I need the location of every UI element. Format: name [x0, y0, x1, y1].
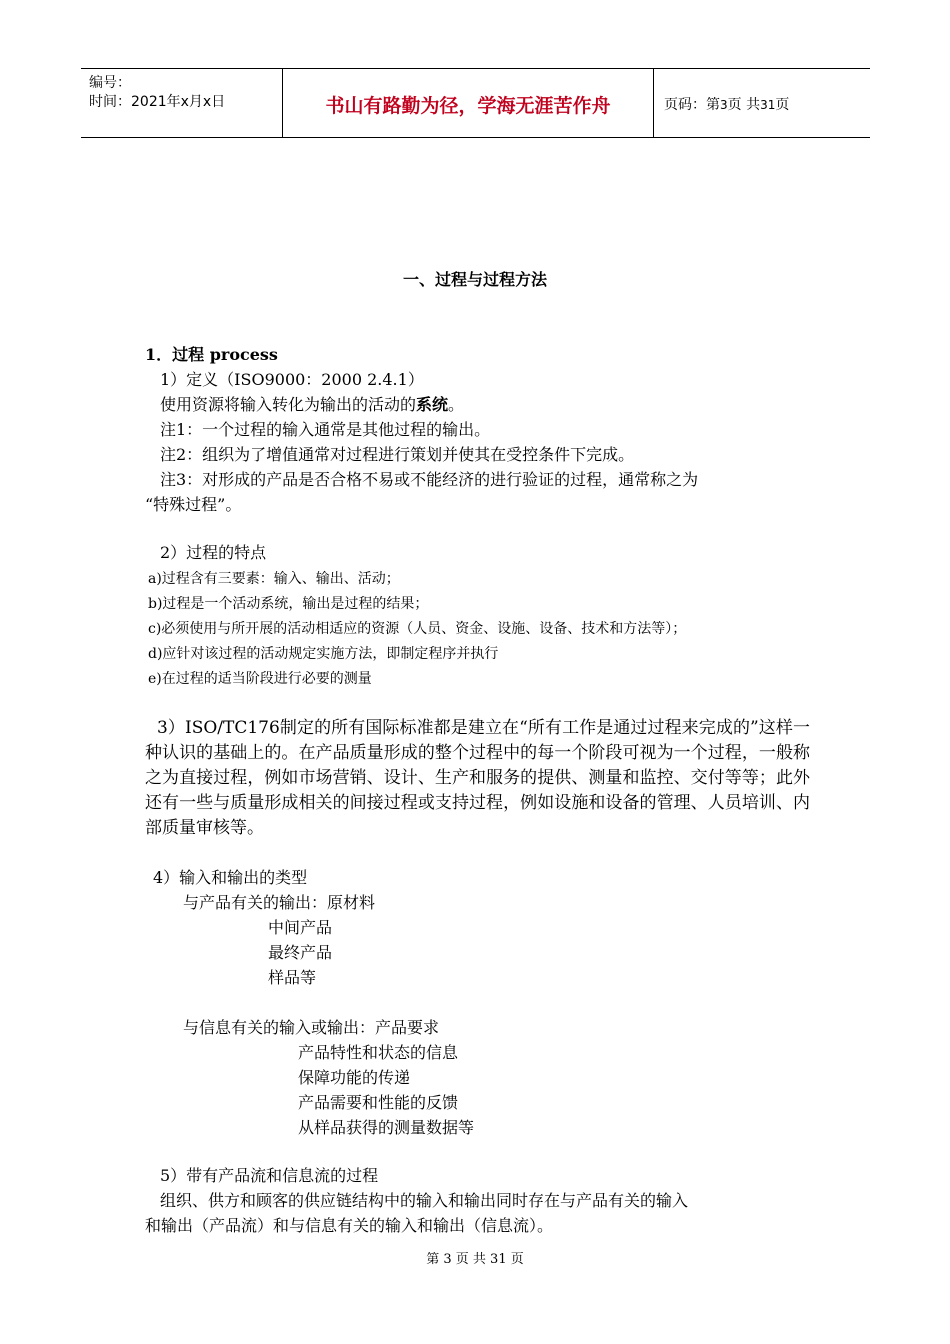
note-2: 注2：组织为了增值通常对过程进行策划并使其在受控条件下完成。 — [160, 445, 635, 464]
definition-text — [160, 395, 464, 415]
motto: 书山有路勤为径，学海无涯苦作舟 — [325, 95, 611, 117]
feature-b: b)过程是一个活动系统，输出是过程的结果； — [148, 596, 429, 612]
header-meta-cell — [81, 69, 283, 137]
note-3-line1: 注3：对形成的产品是否合格不易或不能经济的进行验证的过程，通常称之为 — [160, 470, 699, 489]
definition-label: 1）定义（ISO9000：2000 2.4.1） — [160, 370, 424, 389]
flow-label: 5）带有产品流和信息流的过程 — [160, 1166, 379, 1185]
page-number: 3 — [720, 98, 728, 112]
paragraph-3: 3）ISO/TC176制定的所有国际标准都是建立在“所有工作是通过过程来完成的”这样一种认识的基础上的。在产品质量形成的整个过程中的每一个阶段可视为一个过程，一般称之为直接过程，例如市场营销、设计、生产和服务的提供、测量和监控、交付等等；此外还有一些与质量形成相关的间接过程或支持过程，例如设施和设备的管理、人员培训、内部质量审核等。 — [145, 718, 810, 838]
product-item: 中间产品 — [268, 918, 333, 937]
io-types-label: 4）输入和输出的类型 — [153, 868, 308, 887]
flow-text-line2: 和输出（产品流）和与信息有关的输入和输出（信息流）。 — [145, 1216, 554, 1235]
definition-text-bold: 系统 — [416, 395, 449, 414]
note-1: 注1：一个过程的输入通常是其他过程的输出。 — [160, 420, 491, 439]
header-motto-cell — [283, 69, 654, 137]
info-item: 产品需要和性能的反馈 — [298, 1093, 459, 1112]
page-total: 31 — [760, 98, 776, 112]
page-mid: 页 共 — [727, 97, 761, 113]
info-item: 产品特性和状态的信息 — [298, 1043, 459, 1062]
page-header — [81, 68, 870, 138]
product-output-label: 与产品有关的输出：原材料 — [183, 893, 376, 912]
info-item: 从样品获得的测量数据等 — [298, 1118, 475, 1137]
page-prefix: 页码：第 — [664, 97, 720, 113]
flow-text-line1: 组织、供方和顾客的供应链结构中的输入和输出同时存在与产品有关的输入 — [160, 1191, 689, 1210]
note-3-line2: “特殊过程”。 — [145, 495, 242, 514]
date-label: 时间：2021年x月x日 — [89, 94, 226, 110]
feature-e: e)在过程的适当阶段进行必要的测量 — [148, 671, 372, 687]
feature-a: a)过程含有三要素：输入、输出、活动； — [148, 571, 400, 587]
feature-c: c)必须使用与所开展的活动相适应的资源（人员、资金、设施、设备、技术和方法等）； — [148, 621, 687, 637]
serial-label: 编号： — [89, 75, 131, 91]
page-suffix: 页 — [775, 97, 790, 113]
page-indicator — [664, 94, 789, 114]
definition-text-a: 使用资源将输入转化为输出的活动的 — [160, 395, 417, 414]
product-item: 样品等 — [268, 968, 317, 987]
info-io-label: 与信息有关的输入或输出：产品要求 — [183, 1018, 440, 1037]
header-page-cell — [654, 69, 870, 137]
info-item: 保障功能的传递 — [298, 1068, 411, 1087]
features-label: 2）过程的特点 — [160, 543, 267, 562]
page-footer: 第 3 页 共 31 页 — [426, 1252, 524, 1267]
section-heading: 1．过程 process — [145, 345, 278, 364]
definition-text-c: 。 — [448, 395, 465, 414]
product-item: 最终产品 — [268, 943, 333, 962]
document-title: 一、过程与过程方法 — [402, 270, 547, 289]
feature-d: d)应针对该过程的活动规定实施方法，即制定程序并执行 — [148, 646, 499, 662]
